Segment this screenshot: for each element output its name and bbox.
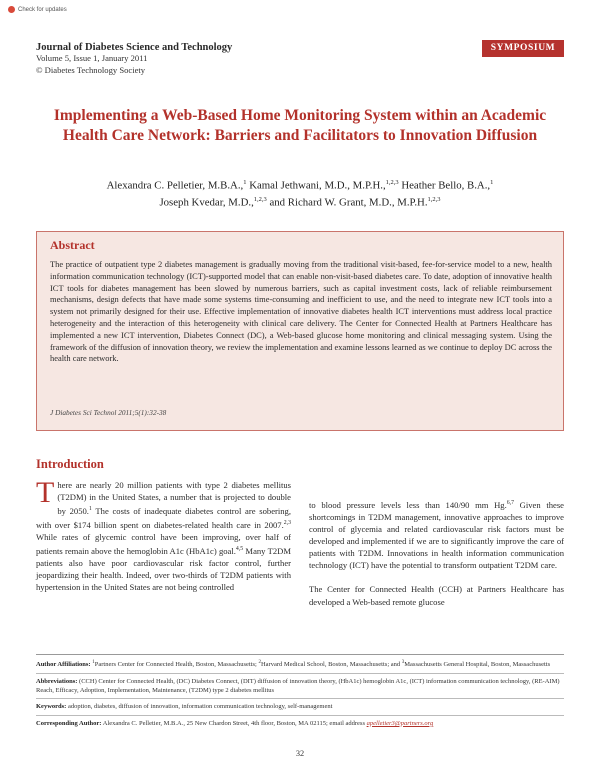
affiliation-text: Partners Center for Connected Health, Boston, Massachusetts; — [94, 661, 259, 669]
affiliation-marker: 1 — [92, 660, 95, 665]
journal-name: Journal of Diabetes Science and Technology — [36, 42, 233, 53]
paragraph-text: The costs of inadequate diabetes control are sobering, with over $174 billion spent on diabetes-related health care in 2007. — [36, 506, 291, 530]
footnote-corresponding-author — [36, 716, 564, 731]
paragraph-text: Given these shortcomings in T2DM management, innovative approaches to improve control of glycemia and related cardiovascular risk factors must be developed and implemented if we are to significantly improve the care of patients with T2DM. Innovations in health information communication technology (ICT) have the potential to transform outpatient T2DM care. — [309, 499, 564, 571]
paragraph-text: to blood pressure levels less than 140/90 mm Hg. — [309, 499, 507, 510]
journal-header — [36, 42, 232, 76]
check-updates-icon — [8, 6, 15, 13]
paragraph-text: here are nearly 20 million patients with type 2 diabetes mellitus (T2DM) in the United States, a number that is projected to double by 2050. — [57, 480, 291, 517]
author-list — [40, 176, 560, 210]
author-affiliation: 1,2,3 — [385, 179, 399, 186]
body-column-right — [309, 497, 564, 608]
affiliation-text: Massachusetts General Hospital, Boston, Massachusetts — [404, 661, 551, 669]
footnote-keywords — [36, 699, 564, 715]
page-number: 32 — [295, 749, 305, 758]
affiliation-marker: 2 — [258, 660, 261, 665]
article-title: Implementing a Web-Based Home Monitoring System within an Academic Health Care Network: Barriers and Facilitators to Innovation Diffusion — [53, 107, 547, 144]
author-affiliation: 1,2,3 — [253, 196, 267, 204]
footnote-label: Author Affiliations: — [36, 661, 91, 669]
abstract-box — [36, 231, 564, 431]
journal-copyright: © Diabetes Technology Society — [36, 64, 146, 75]
email-link[interactable]: apelletier3@partners.org — [366, 719, 434, 727]
affiliation-text: Harvard Medical School, Boston, Massachusetts; and — [260, 661, 402, 669]
author-name: Heather Bello, B.A., — [401, 179, 491, 192]
citation-ref: 6,7 — [506, 500, 515, 506]
citation-ref: 4,5 — [235, 546, 244, 553]
author-name: Joseph Kvedar, M.D., — [159, 196, 254, 209]
author-affiliation: 1 — [490, 179, 494, 186]
footnote-affiliations — [36, 655, 564, 674]
footnote-abbreviations — [36, 674, 564, 700]
abstract-citation: J Diabetes Sci Technol 2011;5(1):32-38 — [50, 408, 167, 417]
paragraph-text: While rates of glycemic control have been improving, over half of patients remain above the hemoglobin A1c (HbA1c) goal. — [36, 532, 291, 557]
footnote-label: Keywords: — [36, 703, 67, 711]
footnote-label: Corresponding Author: — [36, 719, 102, 727]
check-for-updates-badge[interactable] — [8, 6, 67, 13]
author-affiliation: 1,2,3 — [427, 196, 441, 204]
author-name: and Richard W. Grant, M.D., M.P.H. — [269, 196, 428, 209]
footnote-label: Abbreviations: — [36, 677, 78, 685]
abstract-text: The practice of outpatient type 2 diabetes management is gradually moving from the traditional visit-based, fee-for-service model to a new, health information communication technology (ICT)-supported model that can enable non-visit-based diabetes care. To date, adoption of innovative health ICT tools for diabetes management has been slowed by numerous barriers, such as capital investment costs, lack of reliable reimbursement mechanisms, design defects that have made some systems time-consuming and inefficient to use, and the need to integrate new ICT tools into a system not primarily designed for their use. Effective implementation of innovative diabetes health ICT interventions must address local practice heterogeneity and the interaction of this heterogeneity with clinical care delivery. The Center for Connected Health at Partners Healthcare has implemented a new ICT intervention, Diabetes Connect (DC), a Web-based glucose home monitoring and clinical messaging system. Using the framework of the diffusion of innovation theory, we review the implementation and examine lessons learned as we continue to deploy DC across the health care network. — [50, 259, 552, 364]
drop-cap: T — [36, 476, 55, 509]
introduction-heading: Introduction — [36, 457, 104, 471]
author-name: Alexandra C. Pelletier, M.B.A., — [106, 179, 244, 192]
abstract-heading: Abstract — [50, 238, 95, 252]
author-affiliation: 1 — [243, 179, 247, 186]
author-name: Kamal Jethwani, M.D., M.P.H., — [249, 179, 386, 192]
section-badge: SYMPOSIUM — [482, 40, 564, 57]
body-column-left — [36, 476, 291, 593]
journal-volume: Volume 5, Issue 1, January 2011 — [36, 53, 148, 63]
citation-ref: 2,3 — [283, 520, 291, 527]
check-updates-label: Check for updates — [18, 6, 67, 13]
keywords-text: adoption, diabetes, diffusion of innovation, information communication technology, self-management — [67, 703, 333, 711]
paragraph-text: Many T2DM patients also have poor cardiovascular risk factor control, further jeopardizing their health. Indeed, over two-thirds of T2DM patients with hypertension in the United States are not being controlled — [36, 546, 291, 593]
paragraph — [309, 497, 564, 571]
corresponding-text: Alexandra C. Pelletier, M.B.A., 25 New Chardon Street, 4th floor, Boston, MA 02115; email address — [102, 719, 367, 727]
footnotes — [36, 654, 564, 731]
citation-ref: 1 — [88, 506, 92, 513]
paragraph: The Center for Connected Health (CCH) at Partners Healthcare has developed a Web-based remote glucose — [309, 584, 564, 607]
affiliation-marker: 3 — [401, 660, 405, 665]
abbreviations-text: (CCH) Center for Connected Health, (DC) Diabetes Connect, (DIT) diffusion of innovation theory, (HbA1c) hemoglobin A1c, (ICT) information communication technology, (RE-AIM) Reach, Efficacy, Adoption, Implementation, Maintenance, (T2DM) type 2 diabetes mellitus — [36, 677, 560, 694]
